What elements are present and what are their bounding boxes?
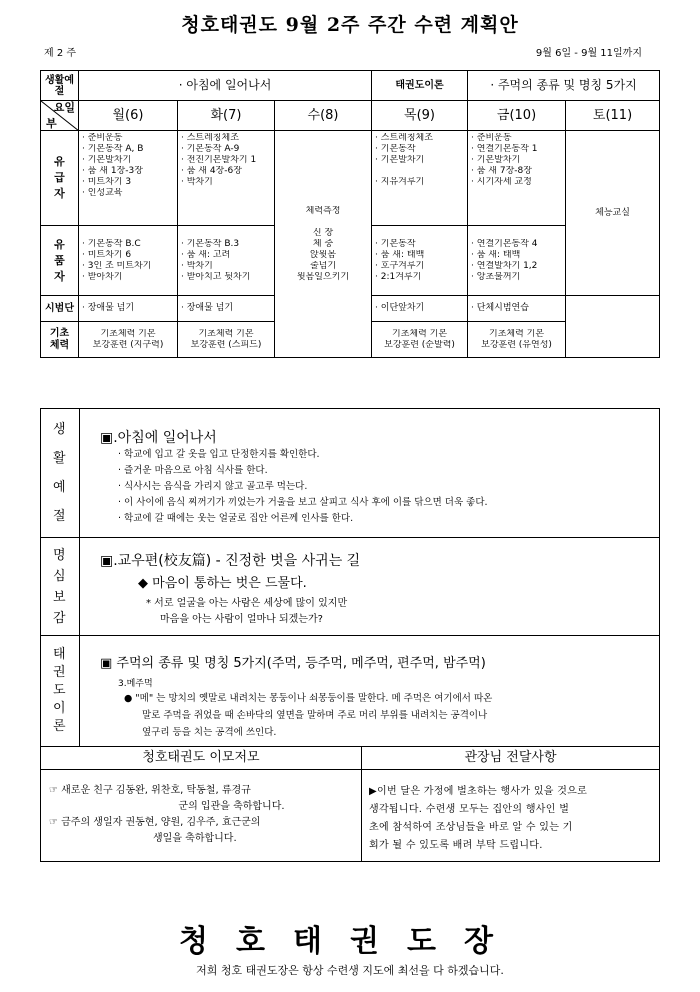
cell-demo-fri: · 단체시범연습 xyxy=(468,296,566,322)
theory-heading: ▣ 주먹의 종류 및 명칭 5가지(주먹, 등주먹, 메주먹, 편주먹, 밤주먹) xyxy=(100,656,486,671)
news-line: 생일을 축하합니다. xyxy=(153,833,237,844)
life-item: · 이 사이에 음식 찌꺼기가 끼었는가 거울을 보고 살피고 식사 후에 이를 닦으면 더욱 좋다. xyxy=(118,497,488,508)
theory-text-line1: ● "메" 는 망치의 옛말로 내려치는 몽둥이나 쇠몽둥이를 말한다. 메 주먹은 여기에서 따온 xyxy=(124,693,493,704)
maxim-quote-line1: * 서로 얼굴을 아는 사람은 세상에 많이 있지만 xyxy=(146,598,348,609)
section-maxim xyxy=(41,538,659,636)
life-heading: ▣.아침에 일어나서 xyxy=(100,430,217,446)
notice-line: 초에 참석하여 조상님들을 바로 알 수 있는 기 xyxy=(369,822,573,833)
cell-basic-fri: 기초체력 기본 보강훈련 (유연성) xyxy=(468,322,566,358)
notice-body xyxy=(369,783,651,855)
day-mon: 월(6) xyxy=(79,101,178,131)
cell-basic-tue: 기초체력 기본 보강훈련 (스피드) xyxy=(178,322,275,358)
cell-yugeupja-fri: · 준비운동 · 연결기본동작 1 · 기본발차기 · 품 새 7장-8장 · 시기자세 교정 xyxy=(468,131,566,226)
bottom-divider xyxy=(361,770,362,861)
row-label-yugeupja: 유급자 xyxy=(41,131,79,226)
notice-line: ▶이번 달은 가정에 벌초하는 행사가 있을 것으로 xyxy=(369,786,588,797)
news-line: ☞ 금주의 생일자 권동현, 양원, 김우주, 효근군의 xyxy=(49,817,261,828)
notice-line: 회가 될 수 있도록 배려 부탁 드립니다. xyxy=(369,840,543,851)
cell-demo-mon: · 장애물 넘기 xyxy=(79,296,178,322)
date-range: 9월 6일 - 9월 11일까지 xyxy=(535,48,642,59)
tkd-theory-label: 태권도이론 xyxy=(372,71,468,101)
section-maxim-label: 명심보감 xyxy=(41,538,80,635)
cell-yupumja-mon: · 기본동작 B.C · 미트차기 6 · 3인 조 미트차기 · 받아차기 xyxy=(79,226,178,296)
cell-yupumja-tue: · 기본동작 B.3 · 품 새: 고려 · 박차기 · 받아치고 뒷차기 xyxy=(178,226,275,296)
dojang-name: 청호태권도장 xyxy=(179,924,521,959)
cell-yupumja-fri: · 연결기본동작 4 · 품 새: 태백 · 연결발차기 1,2 · 앙초불꺼기 xyxy=(468,226,566,296)
row-label-yupumja: 유품자 xyxy=(41,226,79,296)
maxim-subheading: ◆ 마음이 통하는 벗은 드물다. xyxy=(138,576,307,591)
maxim-heading: ▣.교우편(校友篇) - 진정한 벗을 사귀는 길 xyxy=(100,553,361,569)
news-line: 군의 입관을 축하합니다. xyxy=(178,801,285,812)
footer-slogan: 저희 청호 태권도장은 항상 수련생 지도에 최선을 다 하겠습니다. xyxy=(196,964,504,977)
week-number: 제 2 주 xyxy=(44,48,77,59)
section-theory-label: 태권도이론 xyxy=(41,636,80,746)
tkd-theory-topic: · 주먹의 종류 및 명칭 5가지 xyxy=(468,71,660,101)
life-manners-label: 생활예절 xyxy=(41,71,79,101)
weekly-schedule-table xyxy=(40,70,660,358)
section-label: 부 xyxy=(46,117,57,130)
notice-line: 생각됩니다. 수련생 모두는 집안의 행사인 벌 xyxy=(369,804,570,815)
day-sat: 토(11) xyxy=(566,101,660,131)
notice-title: 관장님 전달사항 xyxy=(362,747,659,770)
life-items xyxy=(118,447,488,527)
section-life-body xyxy=(80,409,659,537)
cell-yupumja-thu: · 기본동작 · 품 새: 태백 · 호구겨루기 · 2:1겨루기 xyxy=(372,226,468,296)
row-label-demo-team: 시범단 xyxy=(41,296,79,322)
cell-demo-tue: · 장애물 넘기 xyxy=(178,296,275,322)
cell-basic-thu: 기초체력 기본 보강훈련 (순발력) xyxy=(372,322,468,358)
day-section-corner xyxy=(41,101,79,131)
page-title: 청호태권도 9월 2주 주간 수련 계획안 xyxy=(181,14,519,36)
life-item: · 학교에 입고 갈 옷을 입고 단정한지를 확인한다. xyxy=(118,449,320,460)
cell-yugeupja-thu: · 스트레칭체조 · 기본동작 · 기본발차기 · 지유겨루기 xyxy=(372,131,468,226)
theory-text-line2: 말로 주먹을 쥐었을 때 손바닥의 옆면을 말하며 주로 머리 부위를 내려치는 공격이나 xyxy=(142,710,488,721)
section-theory xyxy=(41,636,659,747)
cell-yugeupja-tue: · 스트레칭체조 · 기본동작 A-9 · 전진기본발차기 1 · 품 새 4장-6장 · 박차기 xyxy=(178,131,275,226)
cell-yugeupja-mon: · 준비운동 · 기본동작 A, B · 기본발차기 · 품 새 1장-3장 · 미트차기 3 · 인성교육 xyxy=(79,131,178,226)
life-manners-topic: · 아침에 일어나서 xyxy=(79,71,372,101)
maxim-quote-line2: 마음을 아는 사람이 얼마나 되겠는가? xyxy=(160,614,323,625)
day-thu: 목(9) xyxy=(372,101,468,131)
detail-box xyxy=(40,408,660,862)
life-item: · 학교에 갈 때에는 웃는 얼굴로 집안 어른께 인사를 한다. xyxy=(118,513,354,524)
news-title: 청호태권도 이모저모 xyxy=(41,747,362,770)
section-life-manners xyxy=(41,409,659,538)
day-fri: 금(10) xyxy=(468,101,566,131)
news-body xyxy=(49,783,354,847)
day-wed: 수(8) xyxy=(275,101,372,131)
cell-demo-thu: · 이단앞차기 xyxy=(372,296,468,322)
cell-sat-program: 체능교실 xyxy=(566,131,660,296)
theory-subhead: 3.메주먹 xyxy=(118,679,153,689)
life-item: · 즐거운 마음으로 아침 식사를 한다. xyxy=(118,465,268,476)
weekday-label: 요일 xyxy=(53,101,75,114)
row-label-basic-fitness: 기초체력 xyxy=(41,322,79,358)
life-item: · 식사시는 음식을 가리지 않고 골고루 먹는다. xyxy=(118,481,308,492)
theory-text-line3: 옆구리 등을 치는 공격에 쓰인다. xyxy=(142,727,277,738)
section-theory-body xyxy=(80,636,659,746)
news-line: ☞ 새로운 친구 김동완, 위찬호, 탁동철, 류경규 xyxy=(49,785,251,796)
section-maxim-body xyxy=(80,538,659,635)
cell-sat-empty xyxy=(566,296,660,358)
section-life-label: 생활예절 xyxy=(41,409,80,537)
day-tue: 화(7) xyxy=(178,101,275,131)
cell-basic-mon: 기초체력 기본 보강훈련 (지구력) xyxy=(79,322,178,358)
cell-wed-fitness-test: 체력측정 신 장 체 중 앉윗몸 줄넘기 윗몸일으키기 xyxy=(275,131,372,358)
